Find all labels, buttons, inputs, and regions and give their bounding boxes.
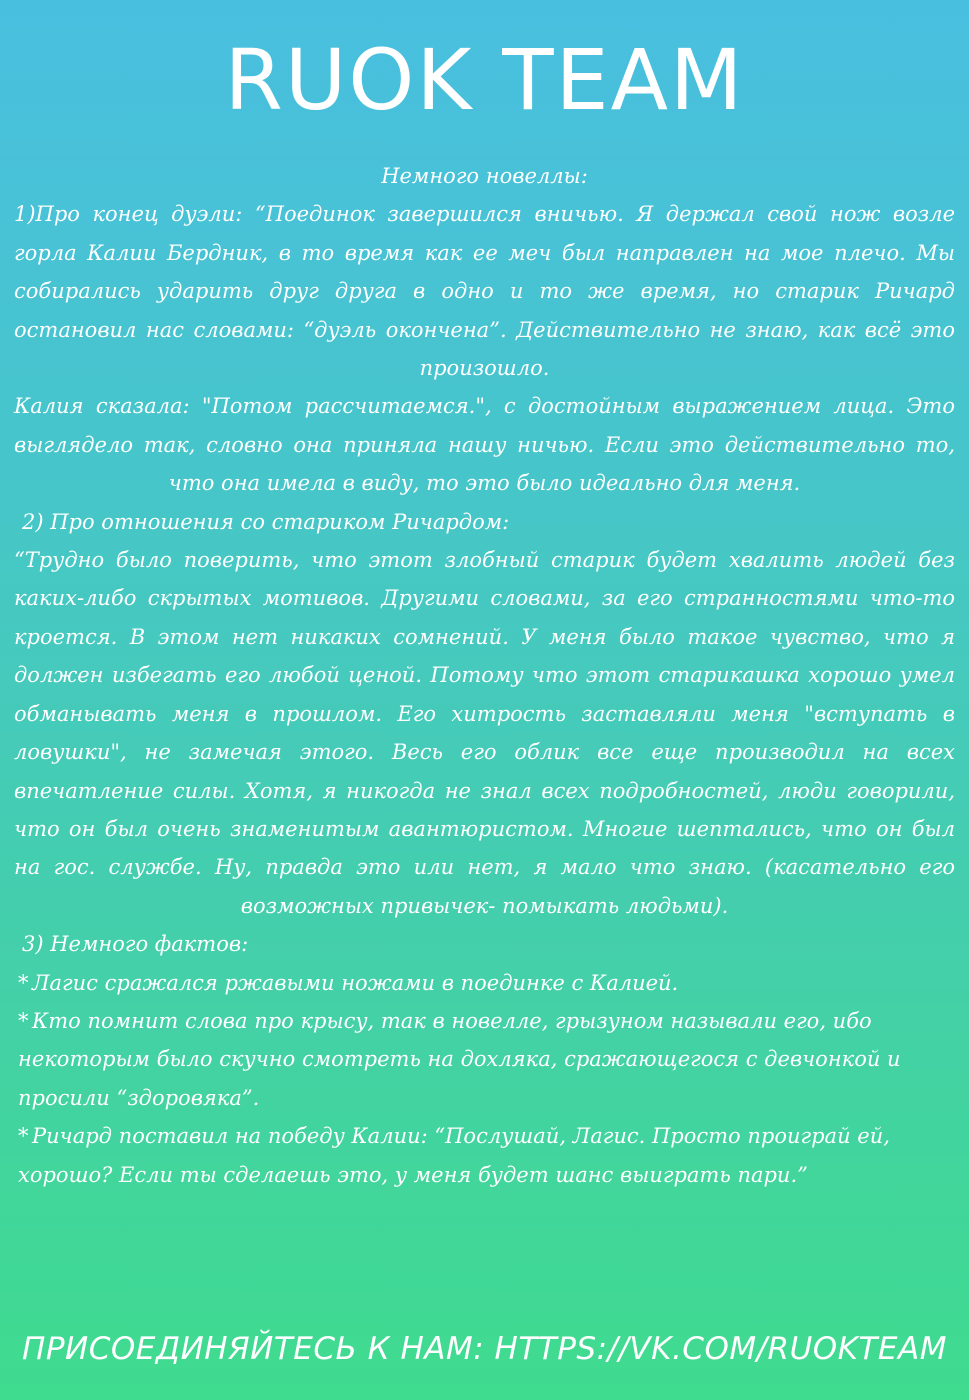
fact-text: Кто помнит слова про крысу, так в новелле, грызуном называли его, ибо некоторым было скучно смотреть на дохляка, сражающегося с девчонкой и просили “здоровяка”. [18, 1008, 901, 1110]
facts-heading: 3) Немного фактов: [22, 932, 249, 957]
section-heading: Немного новеллы: [381, 164, 588, 188]
bullet-star: * [18, 1008, 29, 1033]
bullet-star: * [18, 1124, 29, 1149]
bullet-star: * [18, 970, 29, 995]
kalia-quote-paragraph: Калия сказала: "Потом рассчитаемся.", с достойным выражением лица. Это выглядело так, словно она приняла нашу ничью. Если это действительно то, что она имела в виду, то это было идеально для меня. [14, 394, 955, 496]
duel-ending-paragraph: 1)Про конец дуэли: “Поединок завершился вничью. Я держал свой нож возле горла Калии Бердник, в то время как ее меч был направлен на мое плечо. Мы собирались ударить друг друга в одно и то же время, но старик Ричард остановил нас словами: “дуэль окончена”. Действительно не знаю, как всё это произошло. [14, 202, 955, 381]
team-logo-title: RUOK TEAM [224, 31, 745, 129]
fact-item [14, 1002, 955, 1117]
richard-relations-heading: 2) Про отношения со стариком Ричардом: [22, 509, 510, 534]
fact-text: Ричард поставил на победу Калии: “Послушай, Лагис. Просто проиграй ей, хорошо? Если ты сделаешь это, у меня будет шанс выиграть пари.” [18, 1124, 890, 1187]
fact-item [14, 964, 955, 1002]
richard-relations-paragraph: “Трудно было поверить, что этот злобный старик будет хвалить людей без каких-либо скрытых мотивов. Другими словами, за его странностями что-то кроется. В этом нет никаких сомнений. У меня было такое чувство, что я должен избегать его любой ценой. Потому что этот старикашка хорошо умел обманывать меня в прошлом. Его хитрость заставляли меня "вступать в ловушки", не замечая этого. Весь его облик все еще производил на всех впечатление силы. Хотя, я никогда не знал всех подробностей, люди говорили, что он был очень знаменитым авантюристом. Многие шептались, что он был на гос. службе. Ну, правда это или нет, я мало что знаю. (касательно его возможных привычек- помыкать людьми). [14, 548, 955, 918]
novel-notes [14, 157, 955, 1194]
fact-item [14, 1117, 955, 1194]
fact-text: Лагис сражался ржавыми ножами в поединке с Калией. [32, 970, 679, 995]
join-us-link[interactable]: ПРИСОЕДИНЯЙТЕСЬ К НАМ: HTTPS://VK.COM/RUOKTEAM [22, 1331, 947, 1367]
